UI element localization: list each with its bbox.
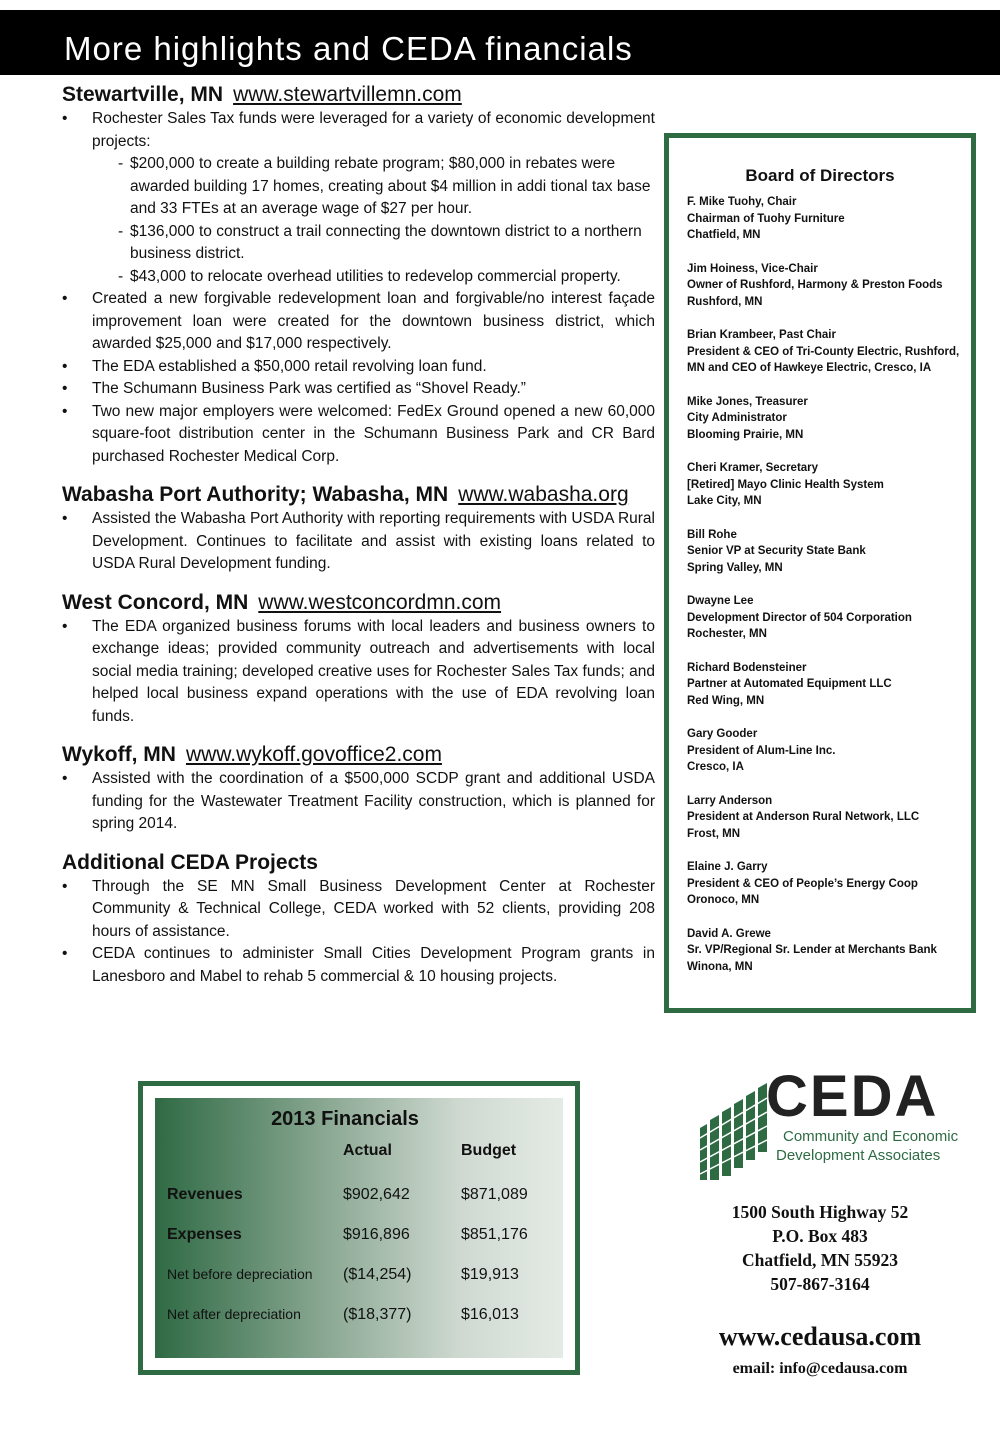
section-additional bbox=[62, 850, 655, 989]
board-member: David A. Grewe Sr. VP/Regional Sr. Lender at Merchants Bank Winona, MN bbox=[687, 927, 937, 973]
board-of-directors bbox=[664, 133, 976, 1013]
board-member: Mike Jones, Treasurer City Administrator Blooming Prairie, MN bbox=[687, 395, 808, 441]
sub-list-item: - $136,000 to construct a trail connecting the downtown district to a northern business district. bbox=[118, 222, 642, 262]
section-title: West Concord, MN www.westconcordmn.com bbox=[62, 590, 502, 614]
board-member: Cheri Kramer, Secretary [Retired] Mayo Clinic Health System Lake City, MN bbox=[687, 462, 884, 507]
financials-panel bbox=[155, 1098, 563, 1358]
sub-list-item: - $43,000 to relocate overhead utilities to redevelop commercial property. bbox=[118, 267, 621, 285]
section-link[interactable]: www.stewartvillemn.com bbox=[233, 83, 462, 106]
list-item: • The EDA established a $50,000 retail revolving loan fund. bbox=[62, 357, 487, 375]
page-title: More highlights and CEDA financials bbox=[64, 30, 633, 67]
list-item: • The Schumann Business Park was certified as “Shovel Ready.” bbox=[62, 380, 526, 397]
main-content bbox=[62, 82, 655, 1002]
board-member: Bill Rohe Senior VP at Security State Bank Spring Valley, MN bbox=[687, 528, 866, 574]
phone: 507-867-3164 bbox=[770, 1274, 870, 1294]
board-member: Dwayne Lee Development Director of 504 Corporation Rochester, MN bbox=[687, 595, 912, 640]
col-budget: Budget bbox=[461, 1142, 517, 1159]
list-item: • Created a new forgivable redevelopment loan and forgivable/no interest façade improvement loan were created for the downtown business district, which awarded $25,000 and $17,000 respectively. bbox=[62, 290, 655, 352]
email-link[interactable]: email: info@cedausa.com bbox=[732, 1360, 908, 1377]
table-row: Revenues $902,642 $871,089 bbox=[167, 1186, 528, 1203]
list-item: • Rochester Sales Tax funds were leveraged for a variety of economic development projects: bbox=[62, 110, 655, 150]
table-row: Net after depreciation ($18,377) $16,013 bbox=[167, 1306, 519, 1323]
sub-list-item: - $200,000 to create a building rebate program; $80,000 in rebates were awarded building 17 homes, creating about $4 million in addi tional tax base and 33 FTEs at an average wage of $27 per hour. bbox=[118, 155, 651, 217]
section-link[interactable]: www.wabasha.org bbox=[458, 483, 629, 506]
col-actual: Actual bbox=[343, 1142, 392, 1159]
list-item: • The EDA organized business forums with local leaders and business owners to exchange ideas; provided community outreach and advertisements with local social media training; developed creative uses for Rochester Sales Tax funds; and helped local business expand operations with the use of EDA revolving loan funds. bbox=[62, 617, 655, 725]
section-wabasha bbox=[62, 482, 655, 576]
section-stewartville bbox=[62, 82, 655, 468]
table-row: Net before depreciation ($14,254) $19,913 bbox=[167, 1266, 519, 1283]
table-row: Expenses $916,896 $851,176 bbox=[167, 1226, 528, 1243]
logo-subtitle: Community and Economic bbox=[783, 1128, 959, 1145]
logo-subtitle: Development Associates bbox=[776, 1147, 941, 1164]
list-item: • Two new major employers were welcomed: FedEx Ground opened a new 60,000 square-foot distribution center in the Schumann Business Park and CR Bard purchased Rochester Medical Corp. bbox=[62, 402, 655, 465]
list-item: • Assisted the Wabasha Port Authority with reporting requirements with USDA Rural Development. Continues to facilitate and assist with existing loans related to USDA Rural Development funding. bbox=[62, 510, 655, 572]
header-banner bbox=[0, 0, 1000, 75]
list-item: • Through the SE MN Small Business Development Center at Rochester Community & Technical College, CEDA worked with 52 clients, providing 208 hours of assistance. bbox=[62, 877, 655, 940]
list-item: • CEDA continues to administer Small Cities Development Program grants in Lanesboro and Mabel to rehab 5 commercial & 10 housing projects. bbox=[62, 945, 655, 985]
list-item: • Assisted with the coordination of a $500,000 SCDP grant and additional USDA funding for the Wastewater Treatment Facility construction, which is planned for spring 2014. bbox=[62, 770, 655, 832]
website-link[interactable]: www.cedausa.com bbox=[718, 1322, 922, 1351]
board-member: Brian Krambeer, Past Chair President & CEO of Tri-County Electric, Rushford, MN and CEO of Hawkeye Electric, Cresco, IA bbox=[687, 329, 960, 374]
board-member: Gary Gooder President of Alum-Line Inc. Cresco, IA bbox=[687, 728, 836, 773]
financials-title: 2013 Financials bbox=[271, 1108, 419, 1130]
section-west-concord bbox=[62, 590, 655, 729]
section-title: Wabasha Port Authority; Wabasha, MN www.wabasha.org bbox=[62, 483, 629, 506]
board-member: F. Mike Tuohy, Chair Chairman of Tuohy Furniture Chatfield, MN bbox=[687, 196, 845, 241]
financials-box bbox=[138, 1081, 580, 1375]
section-title: Wykoff, MN www.wykoff.govoffice2.com bbox=[62, 743, 442, 766]
board-member: Jim Hoiness, Vice-Chair Owner of Rushford, Harmony & Preston Foods Rushford, MN bbox=[687, 262, 943, 308]
board-member: Elaine J. Garry President & CEO of People’s Energy Coop Oronoco, MN bbox=[687, 861, 918, 906]
contact-address: 1500 South Highway 52 P.O. Box 483 Chatfield, MN 55923 507-867-3164 bbox=[700, 1200, 940, 1296]
logo-wordmark: CEDA bbox=[766, 1064, 939, 1129]
section-title: Additional CEDA Projects bbox=[62, 850, 318, 874]
section-link[interactable]: www.westconcordmn.com bbox=[258, 590, 502, 614]
board-title: Board of Directors bbox=[745, 166, 895, 185]
board-member: Richard Bodensteiner Partner at Automated Equipment LLC Red Wing, MN bbox=[687, 661, 892, 707]
board-member: Larry Anderson President at Anderson Rural Network, LLC Frost, MN bbox=[687, 794, 920, 840]
section-link[interactable]: www.wykoff.govoffice2.com bbox=[185, 743, 442, 766]
section-title: Stewartville, MN www.stewartvillemn.com bbox=[62, 83, 462, 106]
section-wykoff bbox=[62, 742, 655, 836]
